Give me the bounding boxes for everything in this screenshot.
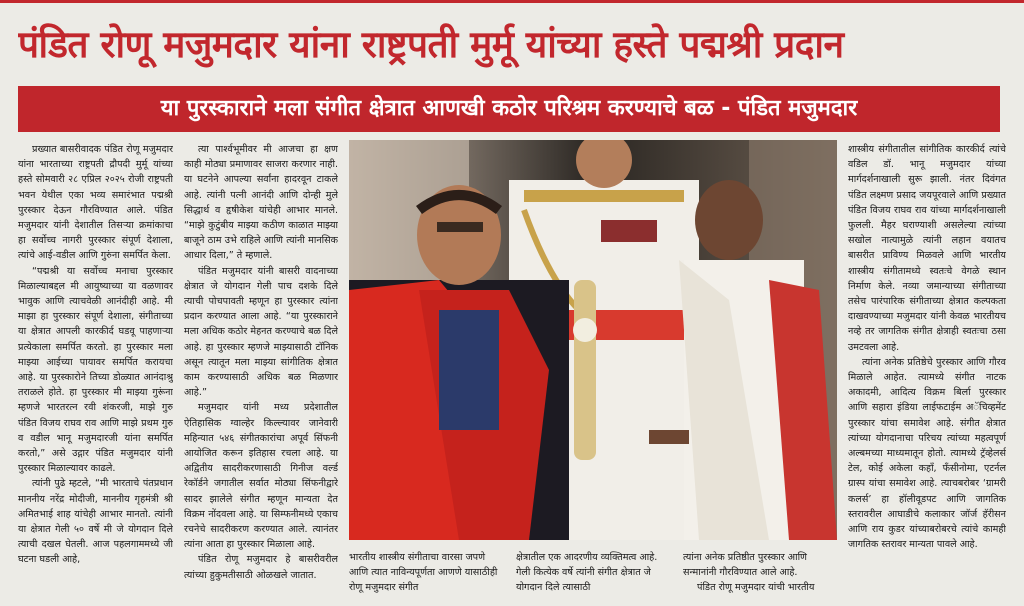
article-column-4 — [516, 550, 672, 600]
article-column-1 — [18, 142, 173, 598]
paragraph: मजुमदार यांनी मध्य प्रदेशातील ऐतिहासिक ग्वाल्हेर किल्ल्यावर जानेवारी महिन्यात ५४६ संगीतकारांचा अपूर्व सिंफनी आयोजित करून इतिहास रचला आहे. या अद्वितीय सादरीकरणासाठी गिनीज वर्ल्ड रेकॉर्डने जगातील सर्वात मोठ्या सिंफनीद्वारे सादर झालेले संगीत म्हणून मान्यता देत विक्रम नोंदवला आहे. या सिम्फनीमध्ये एकाच रचनेचे सादरीकरण करण्यात आले. त्यानंतर त्यांना आता हा पुरस्कार मिळाला आहे. — [184, 402, 338, 551]
award-ceremony-photo — [349, 140, 837, 540]
article-column-6 — [848, 142, 1006, 598]
article-column-2 — [184, 142, 338, 598]
paragraph: पंडित रोणू मजुमदार यांची भारतीय — [697, 582, 815, 594]
paragraph: त्यांनी पुढे म्हटले, “मी भारताचे पंतप्रधान माननीय नरेंद्र मोदीजी, माननीय गृहमंत्री श्री अमितभाई शाह यांचेही आभार मानतो. त्यांनी या क्षेत्रात गेली ५० वर्षे मी जे योगदान दिले त्याची दखल घेतली. आज पहलगाममध्ये जी घटना घडली आहे, — [18, 478, 173, 566]
paragraph: त्या पार्श्वभूमीवर मी आजचा हा क्षण काही मोठ्या प्रमाणावर साजरा करणार नाही. या घटनेने आपल्या सर्वांना हादरवून टाकले आहे. त्यांनी पत्नी आनंदी आणि दोन्ही मुले सिद्धार्थ व हृषीकेश यांचेही आभार मानले. “माझे कुटुंबीय माझ्या कठीण काळात माझ्या बाजूने ठाम उभे राहिले आणि त्यांनी मानसिक आधार दिला,” ते म्हणाले. — [184, 144, 338, 262]
paragraph: पंडित मजुमदार यांनी बासरी वादनाच्या क्षेत्रात जे योगदान गेली पाच दशके दिले त्याची पोचपावती म्हणून हा पुरस्कार त्यांना प्रदान करण्यात आला आहे. “या पुरस्काराने मला अधिक कठोर मेहनत करण्याचे बळ दिले आहे. हा पुरस्कार म्हणजे माझ्यासाठी टॉनिक असून त्यातून मला माझ्या सांगीतिक क्षेत्रात काम करण्यासाठी अधिक बळ मिळणार आहे.” — [184, 265, 338, 399]
article-column-3 — [349, 550, 505, 600]
top-rule — [0, 0, 1024, 3]
paragraph: त्यांना अनेक प्रतिष्ठेचे पुरस्कार आणि गौरव मिळाले आहेत. त्यामध्ये संगीत नाटक अकादमी, आदित्य विक्रम बिर्ला पुरस्कार आणि सहारा इंडिया लाईफटाईम अॅचिव्हमेंट पुरस्कार यांचा समावेश आहे. संगीत क्षेत्रात त्यांच्या योगदानाचा परिचय त्यांच्या महत्वपूर्ण अल्बमच्या माध्यमातून होतो. त्यामध्ये ट्रॅव्हेलर्स टेल, कोई अकेला कहाँ, फँसीनोमा, एटर्नल ग्रास्प यांचा समावेश आहे. त्याचबरोबर ‘ग्रामरी कलर्स’ हा हॉलीवूडपट आणि जागतिक स्तरावरील आघाडीचे कलाकार जॉर्ज हॅरीसन आणि राय कुडर यांच्याबरोबरचे त्यांचे कामही जागतिक स्तरावर मान्यता पावले आहे. — [848, 356, 1006, 551]
paragraph: भारतीय शास्त्रीय संगीताचा वारसा जपणे आणि त्यात नाविन्यपूर्णता आणणे यासाठीही रोणू मजुमदार संगीत — [349, 552, 498, 594]
subheadline: या पुरस्काराने मला संगीत क्षेत्रात आणखी कठोर परिश्रम करण्याचे बळ - पंडित मजुमदार — [160, 96, 858, 121]
subheadline-bar — [18, 86, 1000, 132]
paragraph: “पद्मश्री या सर्वोच्च मनाचा पुरस्कार मिळाल्याबद्दल मी आयुष्याच्या या वळणावर भावुक आणि त्याचवेळी आनंदीही आहे. मी माझा हा पुरस्कार संपूर्ण देशाला, संगीताच्या या क्षेत्रात आपली कारकीर्द घडवू पाहणाऱ्या प्रत्येकाला समर्पित करतो. हा पुरस्कार मला माझ्या आईच्या पायावर समर्पित करायचा आहे. या पुरस्कारोने तिच्या डोळ्यात आनंदाश्रु तराळले होते. हा पुरस्कार मी माझ्या गुरूंना म्हणजे भारतरत्न रवी शंकरजी, माझे गुरु पंडित विजय राघव राव आणि माझे प्रथम गुरु व वडील भानू मजुमदारजी यांना समर्पित करतो,” असे उद्गार पंडित मजुमदार यांनी पुरस्कार मिळाल्यावर काढले. — [18, 265, 173, 475]
article-column-5 — [683, 550, 839, 600]
paragraph: प्रख्यात बासरीवादक पंडित रोणू मजुमदार यांना भारताच्या राष्ट्रपती द्रौपदी मुर्मू यांच्या हस्ते सोमवारी २८ एप्रिल २०२५ रोजी राष्ट्रपती भवन येथील एका भव्य समारंभात पद्मश्री पुरस्कार देऊन गौरविण्यात आले. पंडित मजुमदार यांनी देशातील तिसऱ्या क्रमांकाचा हा सर्वोच्च नागरी पुरस्कार संपूर्ण देशाला, त्यांचे आई-वडील आणि गुरुंना समर्पित केला. — [18, 144, 173, 262]
paragraph: क्षेत्रातील एक आदरणीय व्यक्तिमत्व आहे. गेली कित्येक वर्षे त्यांनी संगीत क्षेत्रात जे योगदान दिले त्यासाठी — [516, 552, 658, 594]
paragraph: शास्त्रीय संगीतातील सांगीतिक कारकीर्द त्यांचे वडिल डॉ. भानू मजुमदार यांच्या मार्गदर्शनाखाली सुरू झाली. नंतर दिवंगत पंडित लक्ष्मण प्रसाद जयपूरवाले आणि प्रख्यात पंडित विजय राघव राव यांच्या मार्गदर्शनाखाली फुलली. मैहर घराण्याशी असलेल्या त्यांच्या सखोल नात्यामुळे त्यांनी लहान वयातच बासरीत प्राविण्य मिळवले आणि भारतीय शास्त्रीय संगीतामध्ये स्वतःचे वेगळे स्थान निर्माण केले. नव्या जमान्याच्या संगीताच्या तसेच पारंपारिक संगीताच्या क्षेत्रात कल्पकता दाखवण्याच्या मजुमदार यांनी केवळ भारतीयच नव्हे तर जागतिक संगीत क्षेत्राही स्वतःचा ठसा उमटवला आहे. — [848, 144, 1006, 353]
paragraph: पंडित रोणू मजुमदार हे बासरीवरील त्यांच्या हुकुमतीसाठी ओळखले जातात. — [184, 554, 338, 581]
headline: पंडित रोणू मजुमदार यांना राष्ट्रपती मुर्मू यांच्या हस्ते पद्मश्री प्रदान — [18, 23, 844, 66]
news-photo — [349, 140, 837, 540]
paragraph: त्यांना अनेक प्रतिष्ठीत पुरस्कार आणि सन्मानांनी गौरविण्यात आले आहे. — [683, 552, 807, 579]
